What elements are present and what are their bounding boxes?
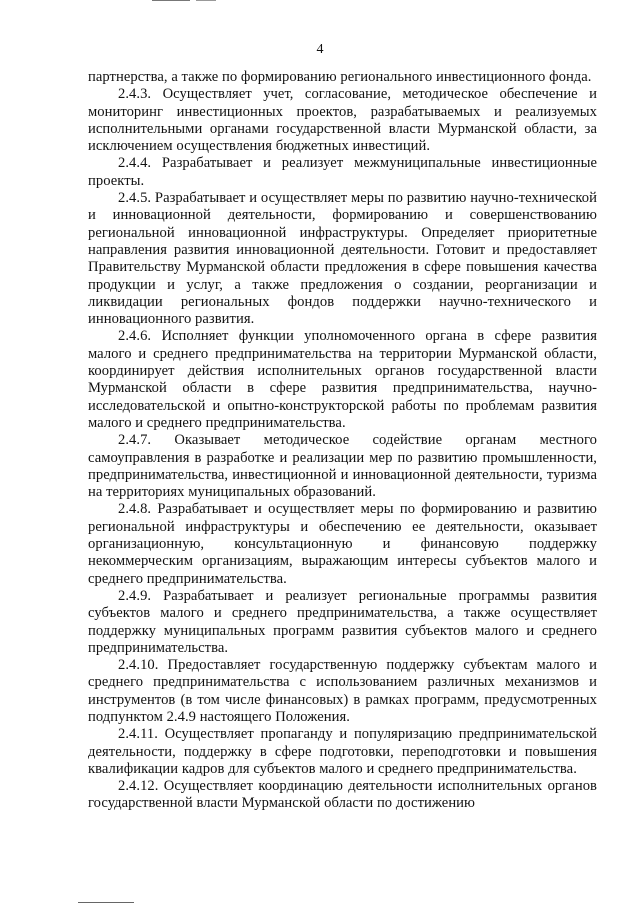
- paragraph-2-4-10: 2.4.10. Предоставляет государственную поддержку субъектам малого и среднего предпринимательства с использованием различных механизмов и инструментов (в том числе финансовых) в рамках программ, предусмотренных подпунктом 2.4.9 настоящего Положения.: [88, 657, 597, 725]
- paragraph-2-4-4: 2.4.4. Разрабатывает и реализует межмуниципальные инвестиционные проекты.: [88, 155, 597, 189]
- header-rule: [152, 0, 190, 1]
- paragraph-2-4-8: 2.4.8. Разрабатывает и осуществляет меры по формированию и развитию региональной инфраструктуры и обеспечению ее деятельности, оказывает организационную, консультационную и финансовую поддержку некоммерческим организациям, выражающим интересы субъектов малого и среднего предпринимательства.: [88, 501, 597, 587]
- paragraph-2-4-6: 2.4.6. Исполняет функции уполномоченного органа в сфере развития малого и среднего предпринимательства на территории Мурманской области, координирует действия исполнительных органов государственной власти Мурманской области в сфере развития предпринимательства, научно-исследовательской и опытно-конструкторской работы по проблемам развития малого и среднего предпринимательства.: [88, 328, 597, 431]
- paragraph-2-4-9: 2.4.9. Разрабатывает и реализует региональные программы развития субъектов малого и среднего предпринимательства, а также осуществляет поддержку муниципальных программ развития субъектов малого и среднего предпринимательства.: [88, 587, 597, 656]
- document-body: [88, 69, 597, 813]
- paragraph-2-4-7: 2.4.7. Оказывает методическое содействие органам местного самоуправления в разработке и реализации мер по развитию промышленности, предпринимательства, инвестиционной и инновационной деятельности, туризма на территориях муниципальных образований.: [88, 432, 597, 501]
- page-number: 4: [316, 42, 324, 57]
- footer-rule: [78, 902, 134, 903]
- header-rule-short: [196, 0, 216, 1]
- paragraph-2-4-12: 2.4.12. Осуществляет координацию деятельности исполнительных органов государственной власти Мурманской области по достижению: [88, 778, 597, 812]
- paragraph-2-4-11: 2.4.11. Осуществляет пропаганду и популяризацию предпринимательской деятельности, поддержку в сфере подготовки, переподготовки и повышения квалификации кадров для субъектов малого и среднего предпринимательства.: [88, 726, 597, 777]
- paragraph-2-4-3: 2.4.3. Осуществляет учет, согласование, методическое обеспечение и мониторинг инвестиционных проектов, разрабатываемых и реализуемых исполнительными органами государственной власти Мурманской области, за исключением осуществления бюджетных инвестиций.: [88, 86, 597, 155]
- paragraph-2-4-5: 2.4.5. Разрабатывает и осуществляет меры по развитию научно-технической и инновационной деятельности, формированию и совершенствованию региональной инновационной инфраструктуры. Определяет приоритетные направления развития инновационной деятельности. Готовит и предоставляет Правительству Мурманской области предложения в сфере повышения качества продукции и услуг, а также предложения о создании, реорганизации и ликвидации региональных фондов поддержки научно-технического и инновационного развития.: [88, 190, 597, 328]
- paragraph-continuation: партнерства, а также по формированию регионального инвестиционного фонда.: [88, 69, 592, 85]
